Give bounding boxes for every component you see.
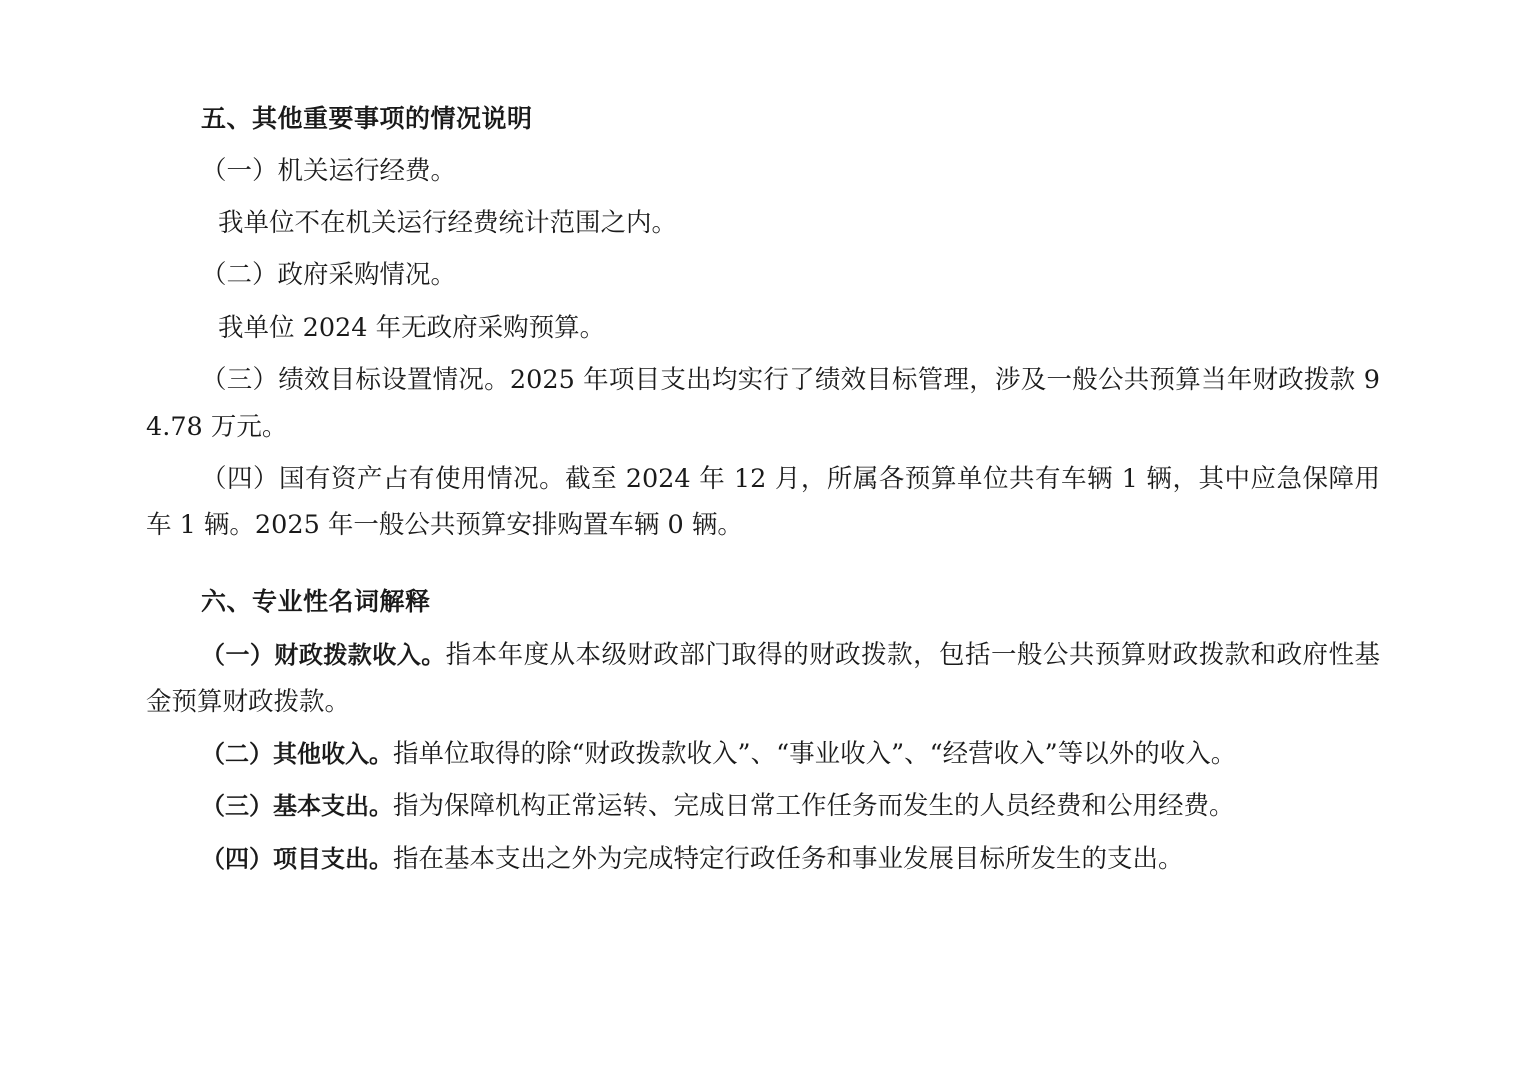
paragraph-5-2-text [146, 305, 1380, 351]
paragraph-6-2-label: （二）其他收入。 [201, 740, 393, 769]
paragraph-6-1-label: （一）财政拨款收入。 [201, 641, 446, 670]
paragraph-5-1 [146, 148, 1380, 194]
paragraph-5-3 [146, 357, 1380, 450]
section-heading-block-six [146, 579, 1380, 625]
paragraph-6-4-label: （四）项目支出。 [201, 844, 393, 873]
paragraph-6-4 [146, 836, 1380, 882]
paragraph-5-3-label: （三）绩效目标设置情况。 [201, 365, 510, 396]
section-heading-six: 六、专业性名词解释 [201, 586, 431, 616]
paragraph-6-2-body: 指单位取得的除“财政拨款收入”、“事业收入”、“经营收入”等以外的收入。 [393, 739, 1237, 770]
paragraph-6-3 [146, 783, 1380, 829]
paragraph-5-3-body: 2025 年项目支出均实行了绩效目标管理，涉及一般公共预算当年财政拨款 94.78 万元。 [146, 365, 1380, 442]
paragraph-5-4 [146, 456, 1380, 549]
paragraph-5-1-text [146, 200, 1380, 246]
paragraph-6-1 [146, 632, 1380, 725]
section-heading-five: 五、其他重要事项的情况说明 [201, 104, 533, 133]
paragraph-6-2 [146, 731, 1380, 777]
document-body [146, 96, 1380, 882]
paragraph-6-3-body: 指为保障机构正常运转、完成日常工作任务而发生的人员经费和公用经费。 [393, 791, 1235, 822]
paragraph-5-1-body: 我单位不在机关运行经费统计范围之内。 [218, 207, 678, 238]
paragraph-5-1-label: （一）机关运行经费。 [201, 155, 457, 186]
paragraph-5-4-label: （四）国有资产占有使用情况。 [201, 463, 566, 494]
paragraph-5-4-body: 截至 2024 年 12 月，所属各预算单位共有车辆 1 辆，其中应急保障用车 1 辆。2025 年一般公共预算安排购置车辆 0 辆。 [146, 463, 1380, 541]
paragraph-5-2 [146, 252, 1380, 298]
paragraph-5-2-body: 我单位 2024 年无政府采购预算。 [218, 312, 606, 343]
section-heading-block-five [146, 96, 1380, 142]
paragraph-5-2-label: （二）政府采购情况。 [201, 260, 457, 291]
paragraph-6-4-body: 指在基本支出之外为完成特定行政任务和事业发展目标所发生的支出。 [393, 843, 1184, 874]
paragraph-6-1-body: 指本年度从本级财政部门取得的财政拨款，包括一般公共预算财政拨款和政府性基金预算财政拨款。 [146, 640, 1380, 717]
paragraph-6-3-label: （三）基本支出。 [201, 792, 393, 821]
